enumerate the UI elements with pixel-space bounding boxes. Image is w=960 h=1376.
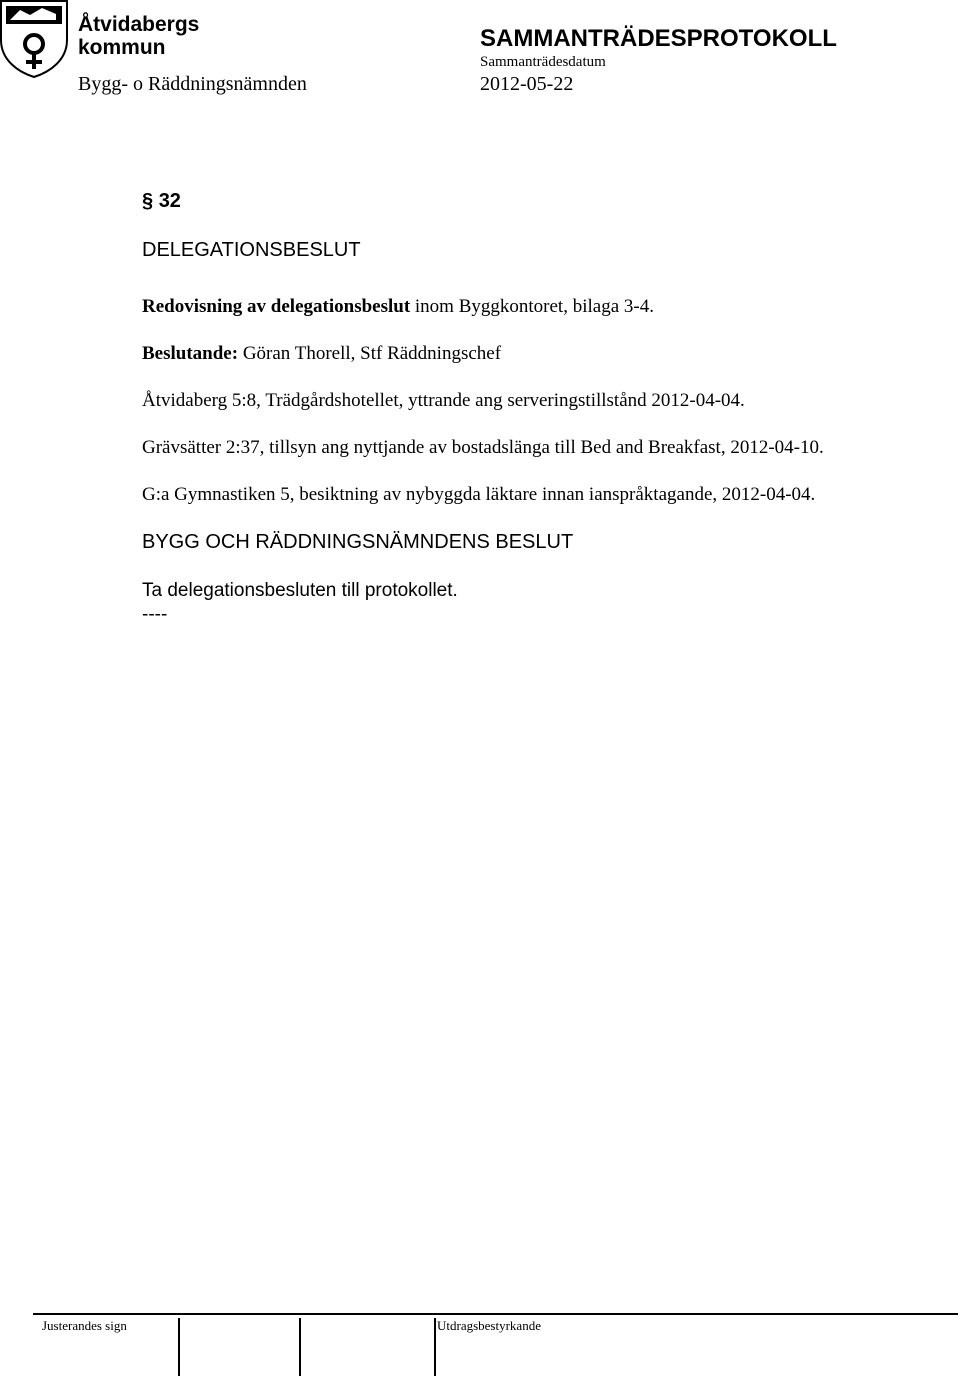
decision-item: Åtvidaberg 5:8, Trädgårdshotellet, yttrande ang serveringstillstånd 2012-04-04.: [142, 390, 745, 411]
decision-heading: BYGG OCH RÄDDNINGSNÄMNDENS BESLUT: [142, 531, 574, 553]
logo-name-line1: Åtvidabergs: [78, 13, 200, 36]
intro-bold: Redovisning av delegationsbeslut: [142, 296, 411, 317]
certify-label: Utdragsbestyrkande: [437, 1318, 541, 1333]
paragraph-number: [142, 190, 181, 213]
end-marker: ----: [142, 604, 168, 625]
paragraph-number-value: 32: [158, 190, 181, 212]
meeting-date-label: Sammanträdesdatum: [480, 54, 606, 70]
signature-box-divider: [178, 1318, 180, 1376]
intro-rest: inom Byggkontoret, bilaga 3-4.: [410, 296, 654, 317]
sign-label: Justerandes sign: [42, 1318, 127, 1333]
committee-name: Bygg- o Räddningsnämnden: [78, 73, 307, 95]
decider-value: Göran Thorell, Stf Räddningschef: [238, 343, 502, 364]
decision-text: Ta delegationsbesluten till protokollet.: [142, 580, 458, 601]
section-title: DELEGATIONSBESLUT: [142, 239, 361, 261]
decision-item: G:a Gymnastiken 5, besiktning av nybyggda läktare innan ianspråktagande, 2012-04-04.: [142, 484, 816, 505]
decider-line: [142, 343, 501, 365]
signature-box-divider: [434, 1318, 436, 1376]
logo-name-line2: kommun: [78, 36, 166, 59]
decision-item: Grävsätter 2:37, tillsyn ang nyttjande av bostadslänga till Bed and Breakfast, 2012-04-10.: [142, 437, 824, 458]
intro-line: [142, 296, 654, 318]
footer-rule: [33, 1313, 958, 1315]
meeting-date: 2012-05-22: [480, 73, 574, 95]
paragraph-sign: §: [142, 190, 154, 212]
decider-label: Beslutande:: [142, 343, 239, 364]
signature-box-divider: [299, 1318, 301, 1376]
municipality-logo: [0, 0, 68, 78]
document-title: SAMMANTRÄDESPROTOKOLL: [480, 25, 837, 52]
